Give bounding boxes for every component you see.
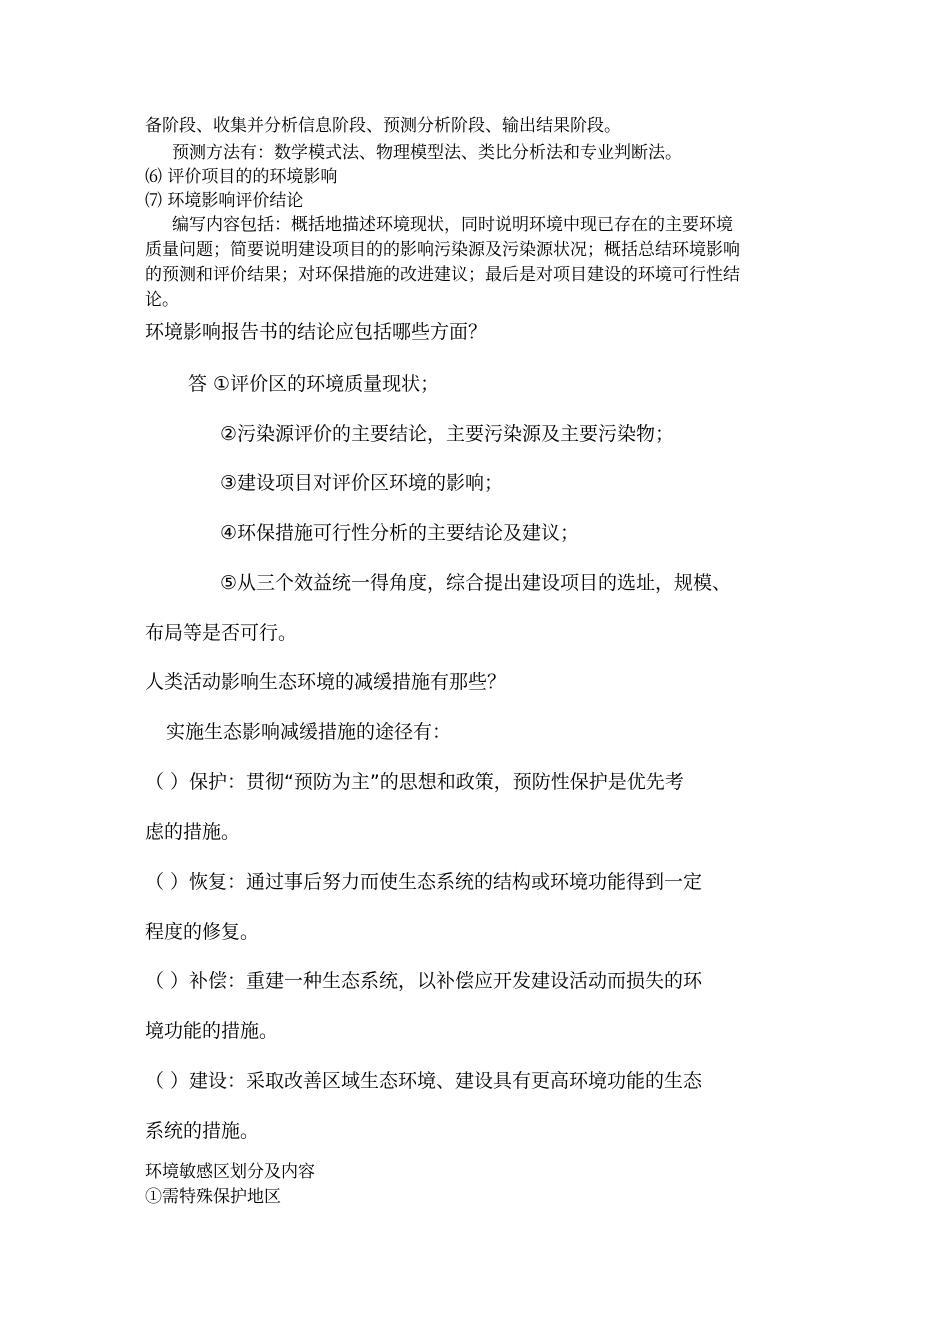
list-item: （ ）补偿：重建一种生态系统，以补偿应开发建设活动而损失的环 [145,970,703,992]
list-item-continuation: 境功能的措施。 [145,1020,279,1042]
text-line: 的预测和评价结果；对环保措施的改进建议；最后是对项目建设的环境可行性结 [145,265,740,285]
answer-line: 答 ①评价区的环境质量现状； [188,373,440,395]
list-item-continuation: 虑的措施。 [145,821,241,843]
answer-line: ⑤从三个效益统一得角度，综合提出建设项目的选址，规模、 [220,572,732,594]
section-heading: 环境敏感区划分及内容 [145,1162,315,1182]
list-item: （ ）恢复：通过事后努力而使生态系统的结构或环境功能得到一定 [145,871,703,893]
question-heading: 环境影响报告书的结论应包括哪些方面？ [145,321,488,343]
list-item: ①需特殊保护地区 [145,1187,281,1207]
list-item: ⑺ 环境影响评价结论 [145,191,304,211]
answer-line: ②污染源评价的主要结论，主要污染源及主要污染物； [220,423,675,445]
text-line: 论。 [145,290,179,310]
list-item: ⑹ 评价项目的的环境影响 [145,167,338,187]
list-item: （ ）保护：贯彻“预防为主”的思想和政策，预防性保护是优先考 [145,771,684,793]
answer-line: ③建设项目对评价区环境的影响； [220,472,504,494]
text-line: 质量问题；简要说明建设项目的的影响污染源及污染源状况；概括总结环境影响 [145,240,740,260]
list-item-continuation: 程度的修复。 [145,921,260,943]
question-heading: 人类活动影响生态环境的减缓措施有那些？ [145,671,507,693]
answer-line: ④环保措施可行性分析的主要结论及建议； [220,522,580,544]
text-line: 预测方法有：数学模式法、物理模型法、类比分析法和专业判断法。 [172,143,682,163]
list-item-continuation: 系统的措施。 [145,1120,260,1142]
answer-line: 布局等是否可行。 [145,622,298,644]
answer-intro: 实施生态影响减缓措施的途径有： [166,721,452,743]
text-line: 编写内容包括：概括地描述环境现状，同时说明环境中现已存在的主要环境 [172,215,733,235]
list-item: （ ）建设：采取改善区域生态环境、建设具有更高环境功能的生态 [145,1070,703,1092]
text-line: 备阶段、收集并分析信息阶段、预测分析阶段、输出结果阶段。 [145,116,621,136]
